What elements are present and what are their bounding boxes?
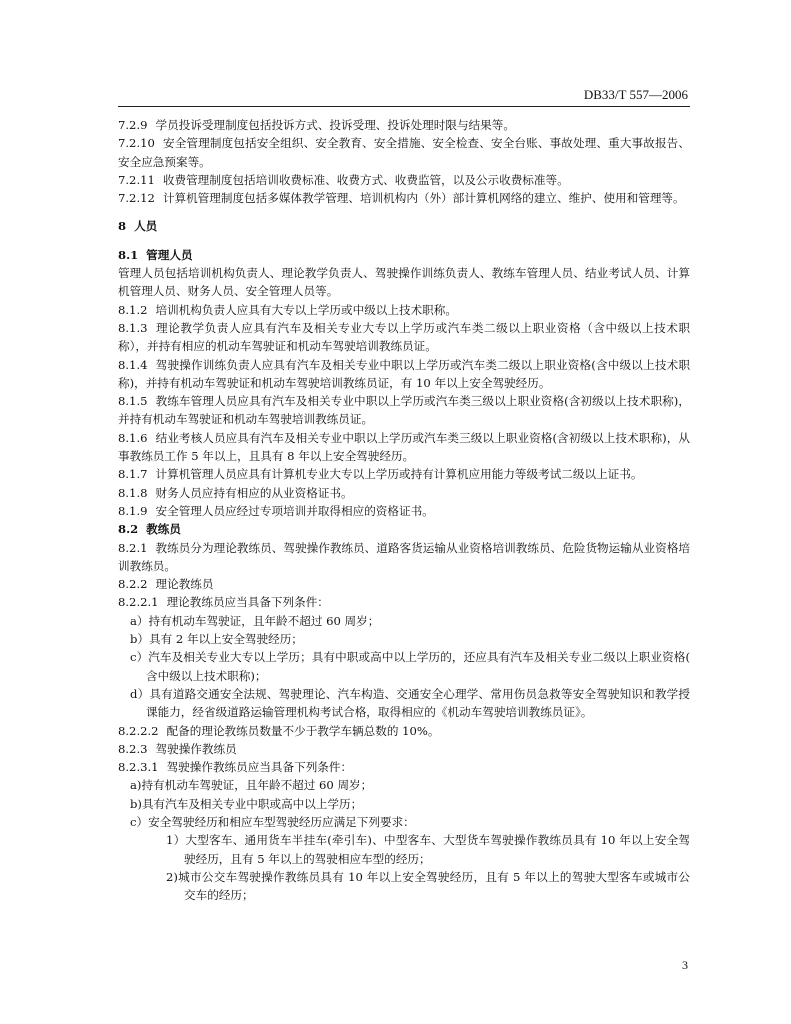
list-marker: c）: [130, 814, 149, 829]
clause-text: 计算机管理制度包括多媒体教学管理、培训机构内（外）部计算机网络的建立、维护、使用和管理等。: [162, 191, 685, 206]
list-marker: c）: [130, 650, 149, 665]
list-item: [118, 813, 690, 831]
list-marker: 2): [166, 869, 178, 884]
list-text: 持有机动车驾驶证，且年龄不超过 60 周岁；: [148, 613, 380, 628]
section-number: 8: [118, 219, 127, 234]
clause-text: 结业考核人员应具有汽车及相关专业中职以上学历或汽车类三级以上职业资格(含初级以上技术职称)，从事教练员工作 5 年以上，且具有 8 年以上安全驾驶经历。: [118, 430, 690, 464]
section-title: 人员: [134, 219, 158, 234]
sub-list-item: [118, 868, 690, 905]
clause-number: 7.2.12: [118, 191, 155, 206]
list-item: [118, 612, 690, 630]
clause-number: 8.1.3: [118, 320, 148, 335]
section-heading-8-1: [118, 246, 690, 264]
clause-7-2-9: [118, 116, 690, 134]
clause-text: 安全管理制度包括安全组织、安全教育、安全措施、安全检查、安全台账、事故处理、重大事故报告、安全应急预案等。: [118, 136, 690, 169]
list-text: 具有汽车及相关专业中职或高中以上学历；: [141, 796, 363, 811]
list-marker: a）: [130, 613, 149, 628]
section-title: 教练员: [146, 522, 181, 537]
clause-number: 8.2.1: [118, 540, 148, 555]
clause-text: 驾驶操作教练员: [155, 741, 237, 756]
list-item: [118, 795, 690, 813]
clause-7-2-12: [118, 189, 690, 207]
clause-8-2-2: [118, 575, 690, 593]
clause-text: 配备的理论教练员数量不少于教学车辆总数的 10%。: [166, 723, 440, 738]
section-number: 8.1: [118, 247, 139, 262]
clause-text: 培训机构负责人应具有大专以上学历或中级以上技术职称。: [155, 302, 457, 317]
list-marker: d）: [130, 686, 150, 701]
clause-8-1-6: [118, 429, 690, 466]
clause-number: 8.1.5: [118, 394, 148, 409]
clause-text: 驾驶操作教练员应当具备下列条件：: [166, 760, 353, 775]
clause-8-1-4: [118, 356, 690, 393]
list-marker: 1）: [166, 833, 186, 848]
list-text: 城市公交车驾驶操作教练员具有 10 年以上安全驾驶经历，且有 5 年以上的驾驶大型客车或城市公交车的经历；: [177, 869, 690, 903]
list-marker: b): [130, 796, 142, 811]
clause-text: 理论教练员应当具备下列条件：: [166, 595, 329, 610]
list-item: [118, 685, 690, 722]
section-heading-8-2: [118, 520, 690, 538]
clause-text: 收费管理制度包括培训收费标准、收费方式、收费监管，以及公示收费标准等。: [162, 172, 569, 187]
sub-list-item: [118, 831, 690, 868]
clause-number: 8.2.2.1: [118, 595, 159, 610]
section-title: 管理人员: [146, 247, 193, 262]
clause-text: 财务人员应持有相应的从业资格证书。: [155, 485, 353, 500]
document-body: [118, 116, 690, 904]
clause-8-2-3: [118, 740, 690, 758]
clause-number: 8.2.2.2: [118, 723, 159, 738]
clause-text: 理论教学负责人应具有汽车及相关专业大专以上学历或汽车类二级以上职业资格（含中级以上技术职称），并持有相应的机动车驾驶证和机动车驾驶培训教练员证。: [118, 320, 690, 354]
clause-number: 8.2.2: [118, 577, 148, 592]
document-id: DB33/T 557—2006: [583, 87, 688, 102]
clause-text: 学员投诉受理制度包括投诉方式、投诉受理、投诉处理时限与结果等。: [155, 118, 515, 132]
clause-text: 管理人员包括培训机构负责人、理论教学负责人、驾驶操作训练负责人、教练车管理人员、结业考试人员、计算机管理人员、财务人员、安全管理人员等。: [118, 266, 690, 299]
clause-number: 8.2.3.1: [118, 760, 159, 775]
list-item: [118, 776, 690, 794]
clause-7-2-11: [118, 171, 690, 189]
clause-8-2-1: [118, 539, 690, 576]
clause-8-1-1: [118, 264, 690, 301]
clause-number: 8.1.2: [118, 302, 148, 317]
list-text: 持有机动车驾驶证，且年龄不超过 60 周岁；: [141, 778, 373, 793]
page-number: 3: [682, 958, 688, 972]
clause-8-1-9: [118, 502, 690, 520]
clause-8-2-2-2: [118, 722, 690, 740]
list-text: 安全驾驶经历和相应车型驾驶经历应满足下列要求：: [148, 814, 415, 829]
list-item: [118, 648, 690, 685]
clause-number: 7.2.11: [118, 172, 155, 187]
list-marker: b）: [130, 632, 150, 647]
clause-text: 教练员分为理论教练员、驾驶操作教练员、道路客货运输从业资格培训教练员、危险货物运输从业资格培训教练员。: [118, 540, 690, 573]
list-text: 汽车及相关专业大专以上学历；具有中职或高中以上学历的，还应具有汽车及相关专业二级以上职业资格( 含中级以上技术职称)；: [146, 650, 690, 683]
clause-text: 理论教练员: [155, 577, 214, 592]
clause-number: 7.2.9: [118, 118, 148, 132]
header-rule: [118, 106, 690, 107]
clause-8-1-8: [118, 484, 690, 502]
clause-number: 8.1.9: [118, 503, 148, 518]
clause-8-2-3-1: [118, 758, 690, 776]
clause-number: 8.2.3: [118, 741, 148, 756]
clause-7-2-10: [118, 134, 690, 171]
list-marker: a): [130, 778, 142, 793]
section-number: 8.2: [118, 522, 139, 537]
clause-number: 8.1.6: [118, 430, 148, 445]
clause-8-2-2-1: [118, 593, 690, 611]
clause-8-1-7: [118, 465, 690, 483]
clause-8-1-3: [118, 319, 690, 356]
clause-text: 教练车管理人员应具有汽车及相关专业中职以上学历或汽车类三级以上职业资格(含初级以上技术职称)，并持有机动车驾驶证和机动车驾驶培训教练员证。: [118, 394, 690, 427]
clause-8-1-2: [118, 301, 690, 319]
clause-text: 计算机管理人员应具有计算机专业大专以上学历或持有计算机应用能力等级考试二级以上证书。: [155, 467, 643, 482]
clause-number: 7.2.10: [118, 136, 155, 151]
clause-text: 安全管理人员应经过专项培训并取得相应的资格证书。: [155, 503, 434, 518]
list-text: 大型客车、通用货车半挂车(牵引车)、中型客车、大型货车驾驶操作教练员具有 10 年以上安全驾驶经历，且有 5 年以上的驾驶相应车型的经历；: [184, 833, 690, 866]
list-text: 具有道路交通安全法规、驾驶理论、汽车构造、交通安全心理学、常用伤员急救等安全驾驶知识和教学授课能力，经省级道路运输管理机构考试合格，取得相应的《机动车驾驶培训教练员证》。: [146, 686, 690, 720]
list-text: 具有 2 年以上安全驾驶经历；: [149, 632, 303, 647]
clause-number: 8.1.4: [118, 357, 148, 372]
list-item: [118, 630, 690, 648]
section-heading-8: [118, 217, 690, 235]
clause-number: 8.1.7: [118, 467, 148, 482]
clause-number: 8.1.8: [118, 485, 148, 500]
clause-text: 驾驶操作训练负责人应具有汽车及相关专业中职以上学历或汽车类二级以上职业资格(含中级以上技术职称)，并持有机动车驾驶证和机动车驾驶培训教练员证，有 10 年以上安全驾驶经历。: [118, 357, 690, 390]
clause-8-1-5: [118, 392, 690, 429]
